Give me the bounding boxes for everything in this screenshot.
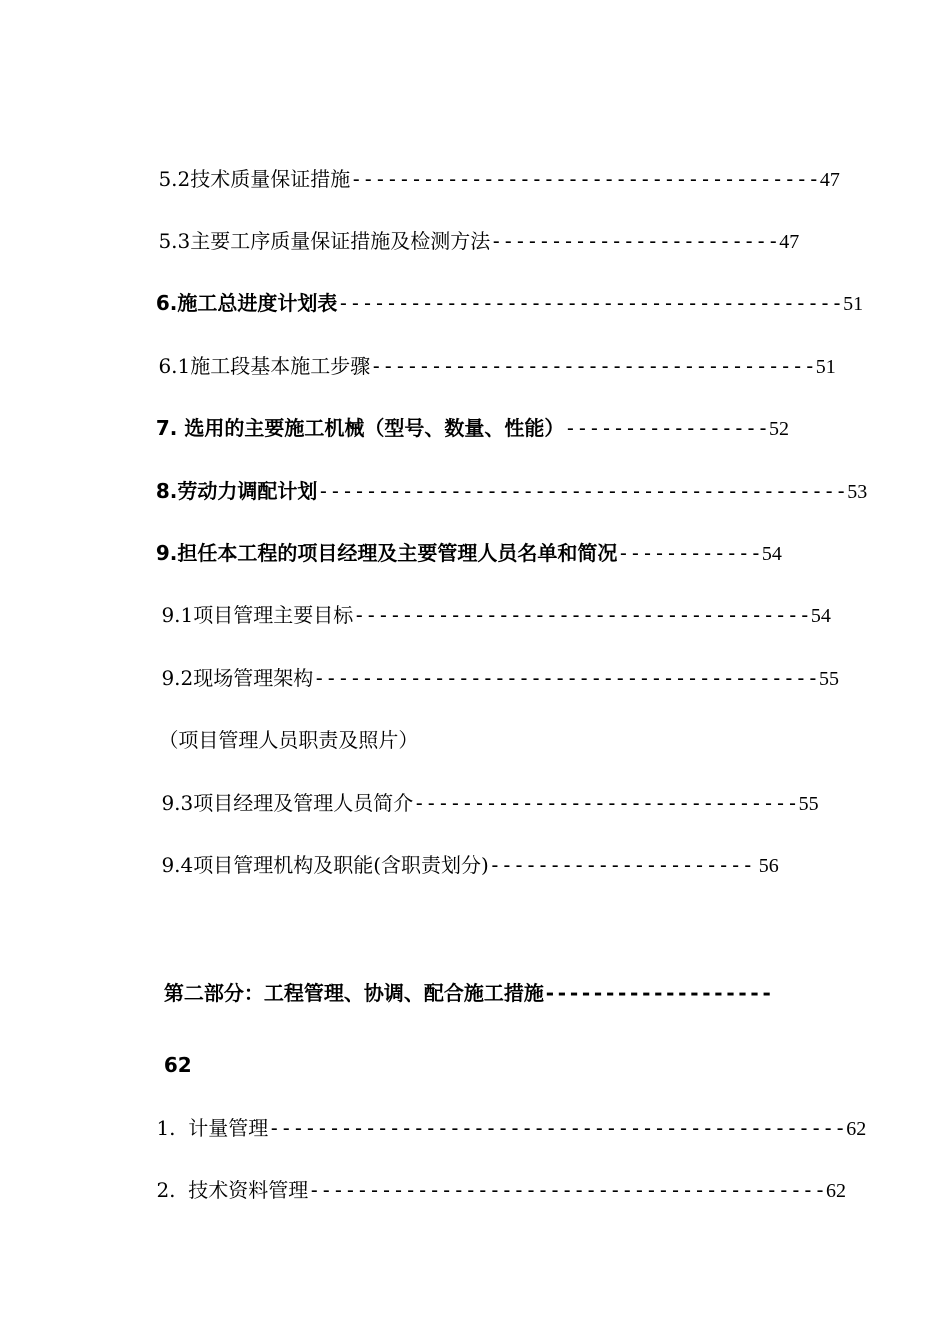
toc-entry-title: 9.担任本工程的项目经理及主要管理人员名单和简况 (155, 541, 618, 565)
toc-entry-title: 8.劳动力调配计划 (155, 479, 318, 503)
toc-entry-title: 1. 计量管理 (156, 1116, 269, 1140)
toc-page-number: 62 (846, 1118, 867, 1140)
toc-entry-title: 5.2技术质量保证措施 (158, 167, 351, 191)
toc-part2-entry-2 (131, 1151, 846, 1202)
toc-entry-5-2 (133, 140, 840, 191)
toc-leader: -------------------------------------------- (317, 479, 848, 503)
toc-leader: ------------------------------------------------ (268, 1116, 847, 1140)
toc-leader: --------------------------------------- (350, 167, 820, 191)
toc-page-number: 62 (163, 1053, 192, 1077)
toc-page-number: 53 (847, 481, 868, 503)
toc-entry-8 (128, 452, 868, 503)
toc-leader: ------------------------------------------- (308, 1178, 826, 1202)
toc-entry-title: 9.4项目管理机构及职能(含职责划分) (161, 853, 489, 877)
toc-page-number: 51 (843, 293, 864, 315)
toc-leader: ------------ (617, 541, 762, 565)
toc-page-number: 55 (798, 793, 819, 815)
toc-entry-9-4 (136, 826, 779, 877)
toc-entry-title: （项目管理人员职责及照片） (158, 728, 419, 752)
toc-page-number: 54 (810, 605, 831, 627)
toc-entry-title: 9.3项目经理及管理人员简介 (161, 791, 414, 815)
toc-entry-title: 6.施工总进度计划表 (155, 291, 338, 315)
toc-leader: ------------------------ (490, 229, 780, 253)
toc-leader: ------------------------------------------ (313, 666, 819, 690)
toc-page-number: 56 (753, 855, 779, 877)
toc-part2-entry-1 (131, 1089, 867, 1140)
toc-leader: ------------------------------------- (370, 354, 816, 378)
toc-page-number: 51 (815, 356, 836, 378)
toc-entry-9-1 (136, 576, 831, 627)
toc-entry-title: 7. 选用的主要施工机械（型号、数量、性能） (155, 416, 565, 440)
toc-part2-title: 第二部分：工程管理、协调、配合施工措施 (163, 981, 544, 1005)
toc-leader: ------------------- (543, 981, 773, 1005)
toc-page-number: 47 (819, 169, 840, 191)
toc-leader: ---------------------- (488, 853, 754, 877)
toc-leader: -------------------------------- (413, 791, 799, 815)
toc-page-number: 47 (779, 231, 800, 253)
toc-leader: ------------------------------------------ (337, 291, 844, 315)
toc-page-number: 52 (769, 418, 790, 440)
toc-entry-title: 5.3主要工序质量保证措施及检测方法 (158, 229, 491, 253)
toc-page-number: 62 (826, 1180, 846, 1202)
toc-entry-9-2-note (133, 701, 419, 752)
toc-part2-heading (136, 954, 773, 1005)
toc-page-number: 54 (761, 543, 782, 565)
toc-entry-7 (128, 389, 790, 440)
toc-entry-9-3 (136, 764, 819, 815)
toc-entry-9 (128, 514, 782, 565)
toc-entry-9-2 (136, 639, 839, 690)
toc-part2-page (136, 1026, 192, 1077)
toc-page-number: 55 (818, 668, 839, 690)
toc-leader: -------------------------------------- (353, 603, 811, 627)
toc-leader: ----------------- (564, 416, 770, 440)
toc-entry-title: 9.2现场管理架构 (161, 666, 314, 690)
toc-entry-title: 2. 技术资料管理 (156, 1178, 309, 1202)
toc-entry-6 (128, 264, 864, 315)
toc-entry-title: 6.1施工段基本施工步骤 (158, 354, 371, 378)
toc-entry-5-3 (133, 202, 800, 253)
toc-entry-6-1 (133, 327, 836, 378)
toc-entry-title: 9.1项目管理主要目标 (161, 603, 354, 627)
